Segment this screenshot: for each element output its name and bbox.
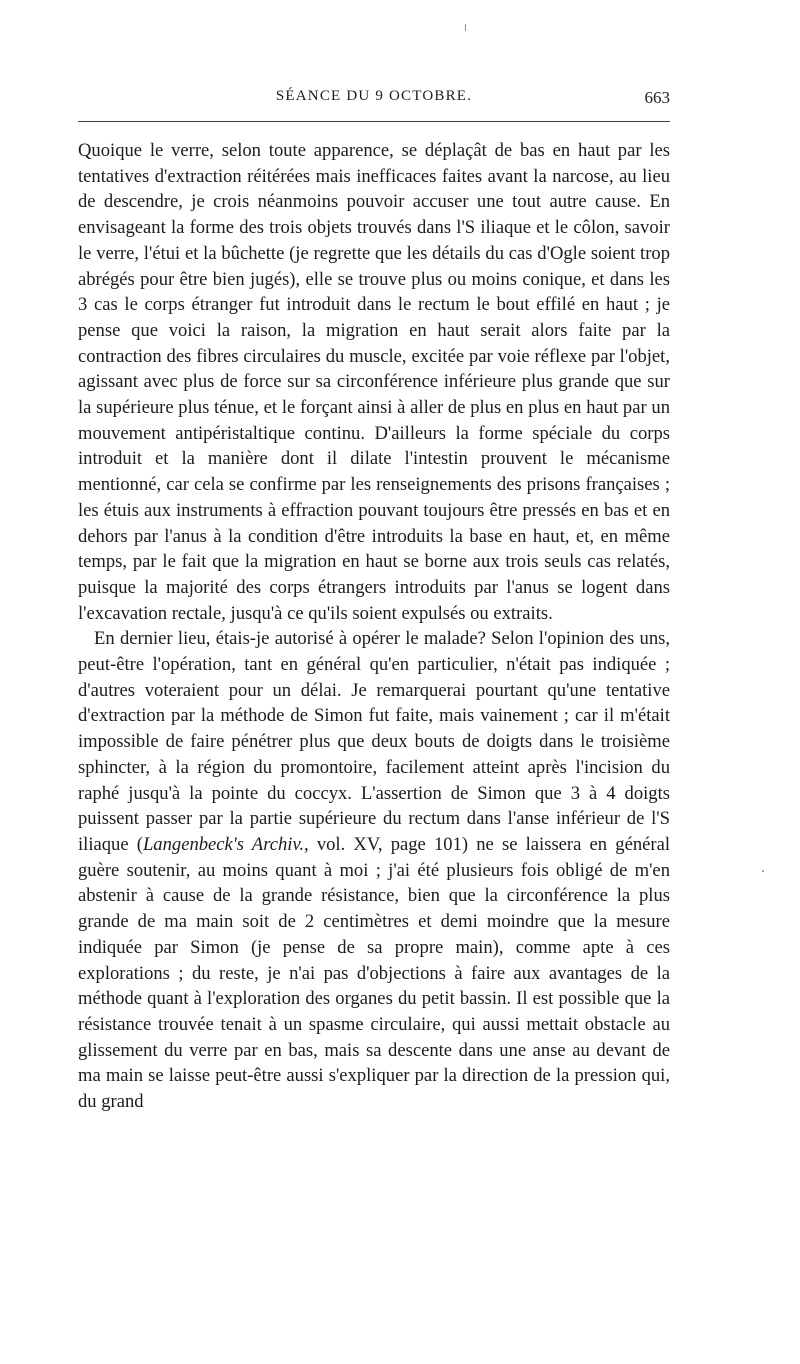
paragraph-2 [78,626,670,1114]
print-speck [465,24,466,31]
paragraph-2-text-b: , vol. XV, page 101) ne se laissera en général guère soutenir, au moins quant à moi ; j'ai été plusieurs fois obligé de m'en abstenir à cause de la grande résistance, bien que la circonférence la plus grande de ma main soit de 2 centimètres et demi moindre que la mesure indiquée par Simon (je pense de sa propre main), comme apte à ces explorations ; du reste, je n'ai pas d'objections à faire aux avantages de la méthode quant à l'exploration des organes du petit bassin. Il est possible que la résistance trouvée tenait à un spasme circulaire, qui aussi mettait obstacle au glissement du verre par en bas, mais sa descente dans une anse au devant de ma main se laisse peut-être aussi s'expliquer par la direction de la pression qui, du grand [78,833,670,1113]
paragraph-1: Quoique le verre, selon toute apparence, se déplaçât de bas en haut par les tentatives d'extraction réitérées mais inefficaces faites avant la narcose, au lieu de descendre, je crois néanmoins pouvoir accuser une tout autre cause. En envisageant la forme des trois objets trouvés dans l'S iliaque et le côlon, savoir le verre, l'étui et la bûchette (je regrette que les détails du cas d'Ogle soient trop abrégés pour être bien jugés), elle se trouve plus ou moins conique, et dans les 3 cas le corps étranger fut introduit dans le rectum le bout effilé en haut ; je pense que voici la raison, la migration en haut serait alors faite par la contraction des fibres circulaires du muscle, excitée par voie réflexe par l'objet, agissant avec plus de force sur sa circonférence inférieure plus grande que sur la supérieure plus ténue, et le forçant ainsi à aller de plus en plus en haut par un mouvement antipéristaltique continu. D'ailleurs la forme spéciale du corps introduit et la manière dont il dilate l'intestin prouvent le mécanisme mentionné, car cela se confirme par les renseignements des prisons françaises ; les étuis aux instruments à effraction pouvant toujours être pressés en bas et en dehors par l'anus à la condition d'être introduits la base en haut, et, en même temps, par le fait que la migration en haut se borne aux trois seuls cas relatés, puisque la majorité des corps étrangers introduits par l'anus se logent dans l'excavation rectale, jusqu'à ce qu'ils soient expulsés ou extraits. [78,140,670,624]
body-text [78,138,670,1115]
paragraph-2-reference: Langenbeck's Archiv. [142,833,304,855]
running-title: SÉANCE DU 9 OCTOBRE. [275,88,473,104]
print-speck [762,870,764,872]
paragraph-2-text-a: En dernier lieu, étais-je autorisé à opérer le malade? Selon l'opinion des uns, peut-être l'opération, tant en général qu'en particulier, n'était pas indiquée ; d'autres voteraient pour un délai. Je remarquerai pourtant qu'une tentative d'extraction par la méthode de Simon fut faite, mais vainement ; car il m'était impossible de faire pénétrer plus que deux bouts de doigts dans le troisième sphincter, à la région du promontoire, facilement atteint après l'incision du raphé jusqu'à la pointe du coccyx. L'assertion de Simon que 3 à 4 doigts puissent passer par la partie supérieure du rectum dans l'anse inférieur de l'S iliaque ( [78,628,670,855]
header-rule [78,121,670,122]
running-head [78,88,670,112]
page-number: 663 [644,88,670,107]
